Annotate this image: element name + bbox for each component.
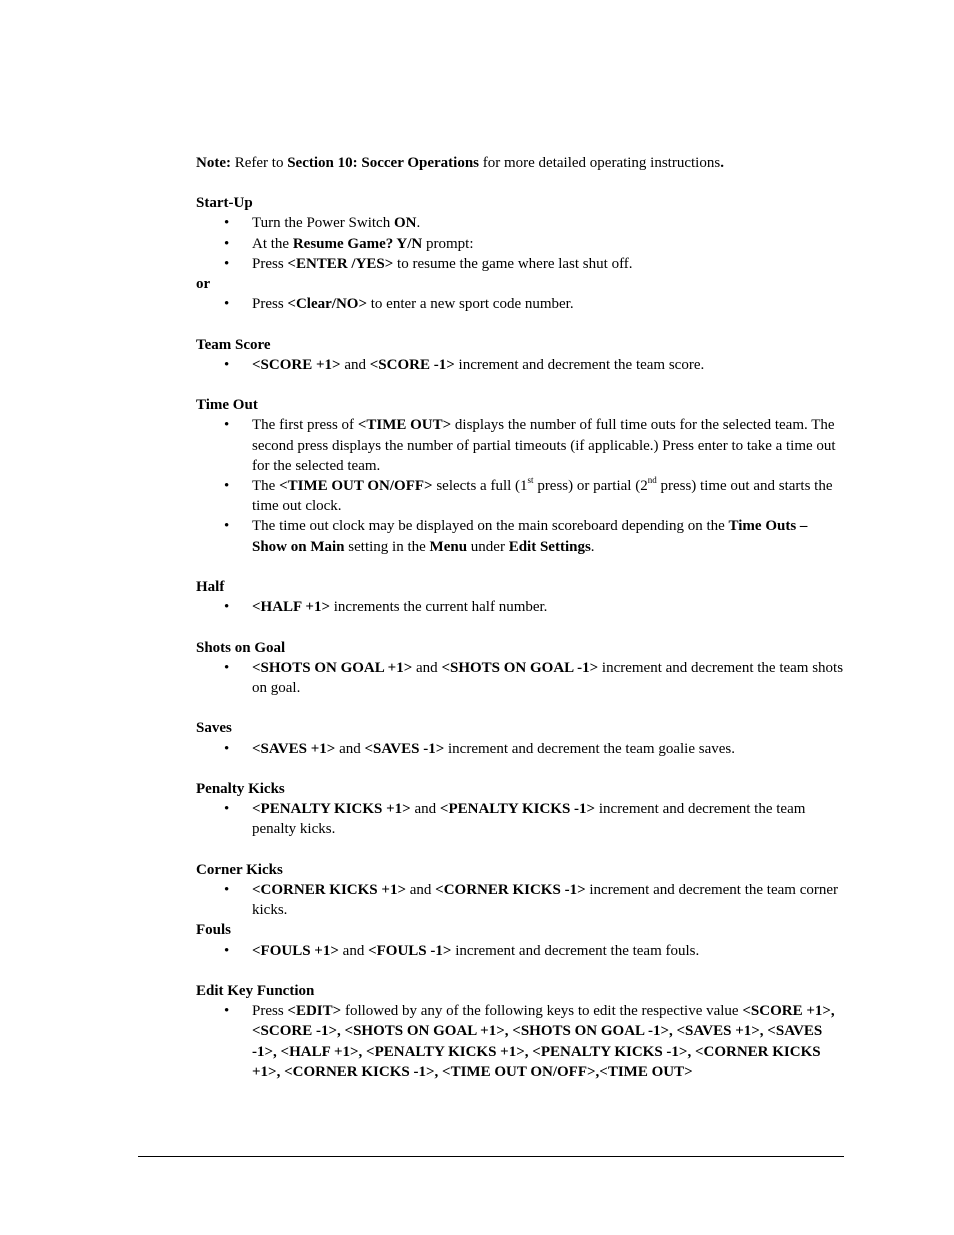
text: increments the current half number. <box>330 599 548 616</box>
superscript: nd <box>647 475 657 486</box>
spacer <box>196 557 846 577</box>
text: increment and decrement the team penalty kicks. <box>252 801 806 838</box>
text: followed by any of the following keys to edit the respective value <box>341 1003 743 1020</box>
fouls-list <box>196 941 846 961</box>
section-title-penalty-kicks: Penalty Kicks <box>196 781 285 797</box>
key-term: <SCORE +1> <box>252 356 341 373</box>
key-term: <SCORE -1> <box>369 356 455 373</box>
list-item <box>196 597 846 617</box>
key-term: ON <box>393 215 417 232</box>
spacer <box>196 961 846 981</box>
text: displays the number of full time outs for the selected team. The second press displays the number of partial timeouts (if applicable.) Press enter to take a time out for the selected team. <box>252 417 836 474</box>
text: increment and decrement the team score. <box>454 356 705 373</box>
text: prompt: <box>422 235 474 252</box>
text: to enter a new sport code number. <box>367 296 574 313</box>
note-text-2: for more detailed operating instructions <box>479 155 721 171</box>
note-paragraph <box>196 153 846 173</box>
list-item <box>196 415 846 476</box>
key-term: <PENALTY KICKS -1> <box>439 801 596 818</box>
note-label: Note: <box>196 155 231 171</box>
section-team-score <box>196 335 846 375</box>
text: increment and decrement the team shots on goal. <box>252 659 844 697</box>
text: and <box>340 356 370 373</box>
section-title-fouls: Fouls <box>196 922 232 939</box>
text: Press <box>252 255 288 272</box>
text: to resume the game where last shut off. <box>393 255 633 272</box>
key-term: <SCORE +1>, <SCORE -1>, <SHOTS ON GOAL +1>, <SHOTS ON GOAL -1>, <SAVES +1>, <SAVES -1>, <HALF +1>, <PENALTY KICKS +1>, <PENALTY KICKS -1>, <CORNER KICKS +1>, <CORNER KICKS -1>, <TIME OUT ON/OFF>,<TIME OUT> <box>252 1003 835 1080</box>
text: and <box>406 882 436 898</box>
list-item <box>196 254 846 274</box>
team-score-list <box>196 355 846 375</box>
or-label: or <box>196 276 211 293</box>
section-title-startup: Start-Up <box>196 195 253 212</box>
list-item <box>196 1001 846 1082</box>
text: setting in the <box>344 538 430 555</box>
text: Press <box>252 296 288 313</box>
list-item <box>196 941 846 961</box>
section-edit-key-function <box>196 981 846 1082</box>
key-term: <ENTER /YES> <box>287 255 394 272</box>
key-term: <FOULS -1> <box>368 942 452 959</box>
key-term: <TIME OUT ON/OFF> <box>279 478 433 495</box>
key-term: <Clear/NO> <box>287 296 367 313</box>
spacer <box>196 759 846 779</box>
footer-rule <box>138 1156 844 1157</box>
key-term: Menu <box>429 538 468 555</box>
half-list <box>196 597 846 617</box>
text: Press <box>252 1003 288 1020</box>
list-item <box>196 213 846 233</box>
text: and <box>412 659 442 676</box>
spacer <box>196 375 846 395</box>
text: and <box>335 740 365 757</box>
section-title-saves: Saves <box>196 720 232 737</box>
startup-list <box>196 213 846 274</box>
key-term: <HALF +1> <box>252 599 331 616</box>
section-title-half: Half <box>196 579 225 596</box>
key-term: <SHOTS ON GOAL +1> <box>252 659 413 676</box>
key-term: <SHOTS ON GOAL -1> <box>441 659 599 676</box>
text: and <box>410 801 440 818</box>
text: and <box>338 942 369 959</box>
list-item <box>196 476 846 516</box>
text: under <box>467 538 509 555</box>
list-item <box>196 799 846 839</box>
key-term: Resume Game? Y/N <box>292 235 423 252</box>
startup-list-2 <box>196 294 846 314</box>
section-title-team-score: Team Score <box>196 336 271 353</box>
spacer <box>196 698 846 718</box>
section-corner-kicks <box>196 860 846 921</box>
section-saves <box>196 718 846 758</box>
key-term: <CORNER KICKS -1> <box>435 882 586 898</box>
text: The <box>252 478 280 495</box>
key-term: <PENALTY KICKS +1> <box>252 801 411 818</box>
superscript: st <box>527 475 534 486</box>
text: The first press of <box>252 417 358 434</box>
text: . <box>416 215 421 232</box>
key-term: <EDIT> <box>287 1003 342 1020</box>
penalty-list <box>196 799 846 839</box>
text: Turn the Power Switch <box>252 215 394 232</box>
text: press) time out and starts the time out clock. <box>252 478 833 515</box>
list-item <box>196 234 846 254</box>
section-title-shots-on-goal: Shots on Goal <box>196 639 286 656</box>
corner-list <box>196 880 846 920</box>
spacer <box>196 314 846 334</box>
note-section-ref: Section 10: Soccer Operations <box>287 155 479 171</box>
key-term: <SAVES +1> <box>252 740 336 757</box>
section-title-corner-kicks: Corner Kicks <box>196 861 283 878</box>
section-title-time-out: Time Out <box>196 397 258 414</box>
key-term: <TIME OUT> <box>357 417 452 434</box>
key-term: <SAVES -1> <box>364 740 445 757</box>
time-out-list <box>196 415 846 556</box>
spacer <box>196 617 846 637</box>
saves-list <box>196 739 846 759</box>
section-time-out <box>196 395 846 557</box>
shots-list <box>196 658 846 698</box>
section-shots-on-goal <box>196 638 846 699</box>
section-half <box>196 577 846 617</box>
edit-list <box>196 1001 846 1082</box>
text: . <box>590 538 595 555</box>
key-term: Edit Settings <box>508 538 591 555</box>
list-item <box>196 294 846 314</box>
list-item <box>196 880 846 920</box>
text: increment and decrement the team fouls. <box>451 942 700 959</box>
document-body <box>196 153 846 1082</box>
section-startup <box>196 193 846 314</box>
list-item <box>196 516 846 556</box>
text: press) or partial (2 <box>533 478 648 495</box>
text: increment and decrement the team goalie saves. <box>444 740 735 757</box>
section-title-edit-key-function: Edit Key Function <box>196 983 315 999</box>
text: increment and decrement the team corner kicks. <box>252 882 838 919</box>
note-text-1: Refer to <box>230 155 288 171</box>
key-term: <CORNER KICKS +1> <box>252 882 406 898</box>
spacer <box>196 840 846 860</box>
note-period: . <box>720 155 724 171</box>
list-item <box>196 658 846 698</box>
list-item <box>196 355 846 375</box>
section-penalty-kicks <box>196 779 846 840</box>
key-term: Time Outs – Show on Main <box>252 518 808 555</box>
text: At the <box>252 235 293 252</box>
section-fouls <box>196 920 846 960</box>
list-item <box>196 739 846 759</box>
text: selects a full (1 <box>432 478 528 495</box>
text: The time out clock may be displayed on the main scoreboard depending on the <box>252 518 729 535</box>
key-term: <FOULS +1> <box>252 942 339 959</box>
